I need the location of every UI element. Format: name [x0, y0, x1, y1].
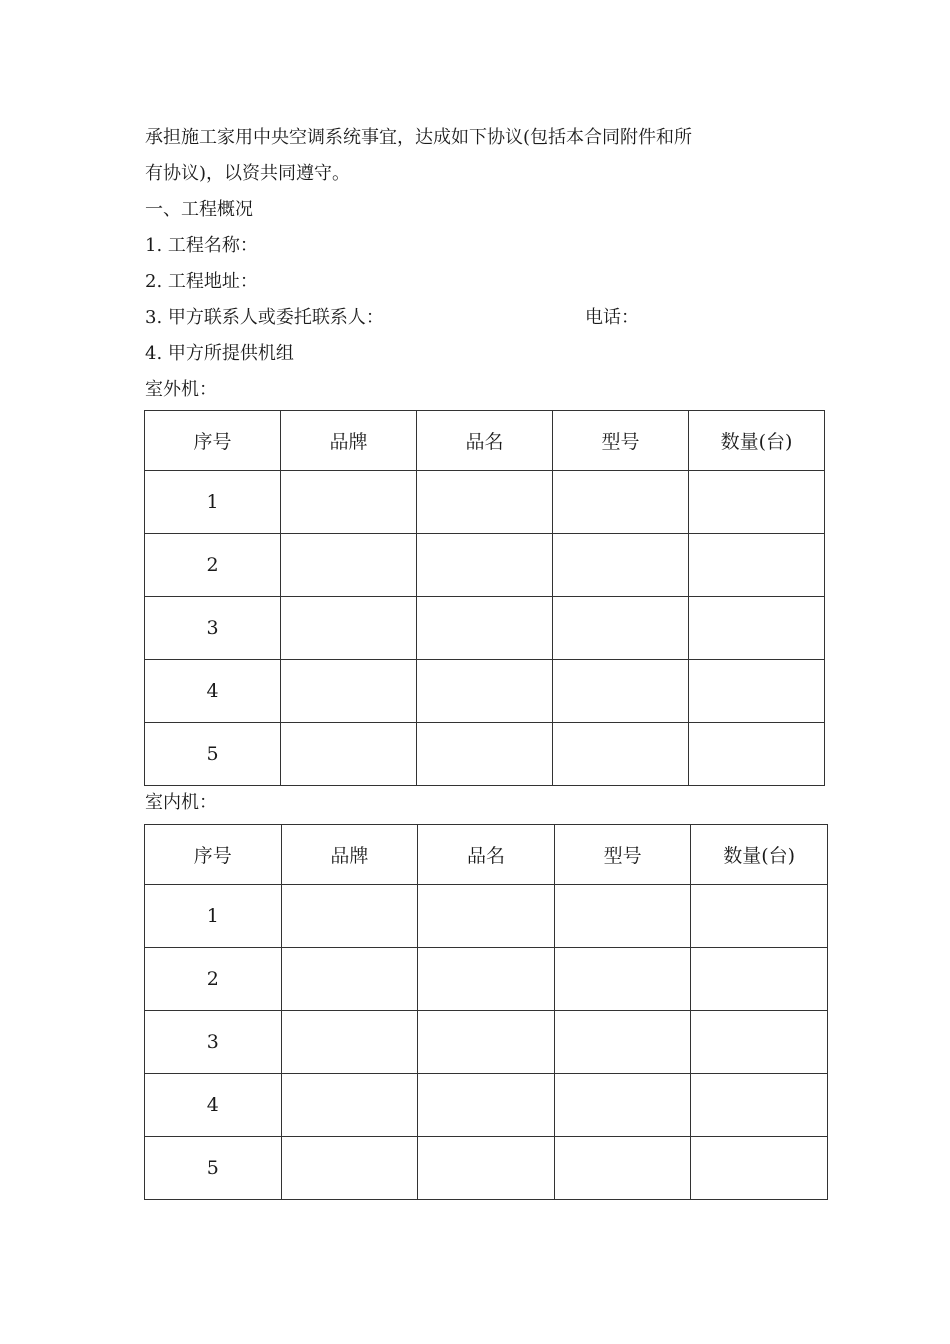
table-cell: [417, 534, 553, 597]
header-cell: 序号: [145, 825, 282, 885]
indoor-label: 室内机：: [145, 792, 217, 813]
table-cell: [281, 1074, 418, 1137]
row-number: 1: [145, 885, 282, 948]
row-number: 5: [145, 1137, 282, 1200]
table-cell: [689, 471, 825, 534]
row-number: 5: [145, 723, 281, 786]
table-cell: [691, 1074, 828, 1137]
table-cell: [691, 948, 828, 1011]
table-cell: [553, 660, 689, 723]
header-cell: 品名: [418, 825, 555, 885]
table-cell: [553, 597, 689, 660]
intro-line-2: 有协议)，以资共同遵守。: [145, 163, 351, 184]
table-cell: [554, 1074, 691, 1137]
table-cell: [281, 948, 418, 1011]
table-cell: [553, 534, 689, 597]
table-cell: [689, 723, 825, 786]
table-row: [145, 534, 825, 597]
table-cell: [554, 1137, 691, 1200]
row-number: 3: [145, 597, 281, 660]
section-title: 一、工程概况: [145, 199, 253, 220]
table-row: [145, 723, 825, 786]
table-cell: [418, 1074, 555, 1137]
indoor-units-table: [144, 824, 828, 1200]
table-cell: [554, 948, 691, 1011]
table-row: [145, 597, 825, 660]
header-cell: 型号: [553, 411, 689, 471]
table-cell: [281, 723, 417, 786]
outdoor-units-table: [144, 410, 825, 786]
row-number: 2: [145, 948, 282, 1011]
table-cell: [281, 1137, 418, 1200]
table-cell: [281, 885, 418, 948]
phone-label: 电话：: [585, 307, 639, 328]
project-address-item: 2. 工程地址：: [145, 271, 258, 292]
table-cell: [689, 534, 825, 597]
table-row: [145, 1137, 828, 1200]
header-cell: 数量(台): [691, 825, 828, 885]
table-cell: [417, 471, 553, 534]
row-number: 1: [145, 471, 281, 534]
header-cell: 数量(台): [689, 411, 825, 471]
table-cell: [417, 723, 553, 786]
header-cell: 品牌: [281, 825, 418, 885]
table-header-row: [145, 825, 828, 885]
table-cell: [691, 885, 828, 948]
row-number: 3: [145, 1011, 282, 1074]
table-row: [145, 948, 828, 1011]
table-cell: [553, 723, 689, 786]
table-cell: [691, 1011, 828, 1074]
table-cell: [281, 1011, 418, 1074]
table-header-row: [145, 411, 825, 471]
table-cell: [417, 660, 553, 723]
project-name-item: 1. 工程名称：: [145, 235, 258, 256]
table-row: [145, 660, 825, 723]
table-row: [145, 885, 828, 948]
table-cell: [418, 1011, 555, 1074]
row-number: 4: [145, 1074, 282, 1137]
header-cell: 品牌: [281, 411, 417, 471]
table-cell: [554, 1011, 691, 1074]
table-cell: [281, 660, 417, 723]
table-row: [145, 1011, 828, 1074]
table-cell: [281, 597, 417, 660]
table-row: [145, 471, 825, 534]
table-cell: [418, 1137, 555, 1200]
intro-line-1: 承担施工家用中央空调系统事宜，达成如下协议(包括本合同附件和所: [145, 127, 693, 148]
header-cell: 型号: [554, 825, 691, 885]
header-cell: 序号: [145, 411, 281, 471]
table-cell: [418, 885, 555, 948]
table-cell: [554, 885, 691, 948]
table-cell: [281, 471, 417, 534]
outdoor-label: 室外机：: [145, 379, 217, 400]
table-cell: [689, 660, 825, 723]
table-cell: [417, 597, 553, 660]
table-cell: [418, 948, 555, 1011]
table-cell: [689, 597, 825, 660]
contact-item: 3. 甲方联系人或委托联系人：: [145, 307, 384, 328]
row-number: 4: [145, 660, 281, 723]
header-cell: 品名: [417, 411, 553, 471]
table-cell: [691, 1137, 828, 1200]
table-cell: [553, 471, 689, 534]
units-item: 4. 甲方所提供机组: [145, 343, 294, 364]
table-row: [145, 1074, 828, 1137]
table-cell: [281, 534, 417, 597]
row-number: 2: [145, 534, 281, 597]
